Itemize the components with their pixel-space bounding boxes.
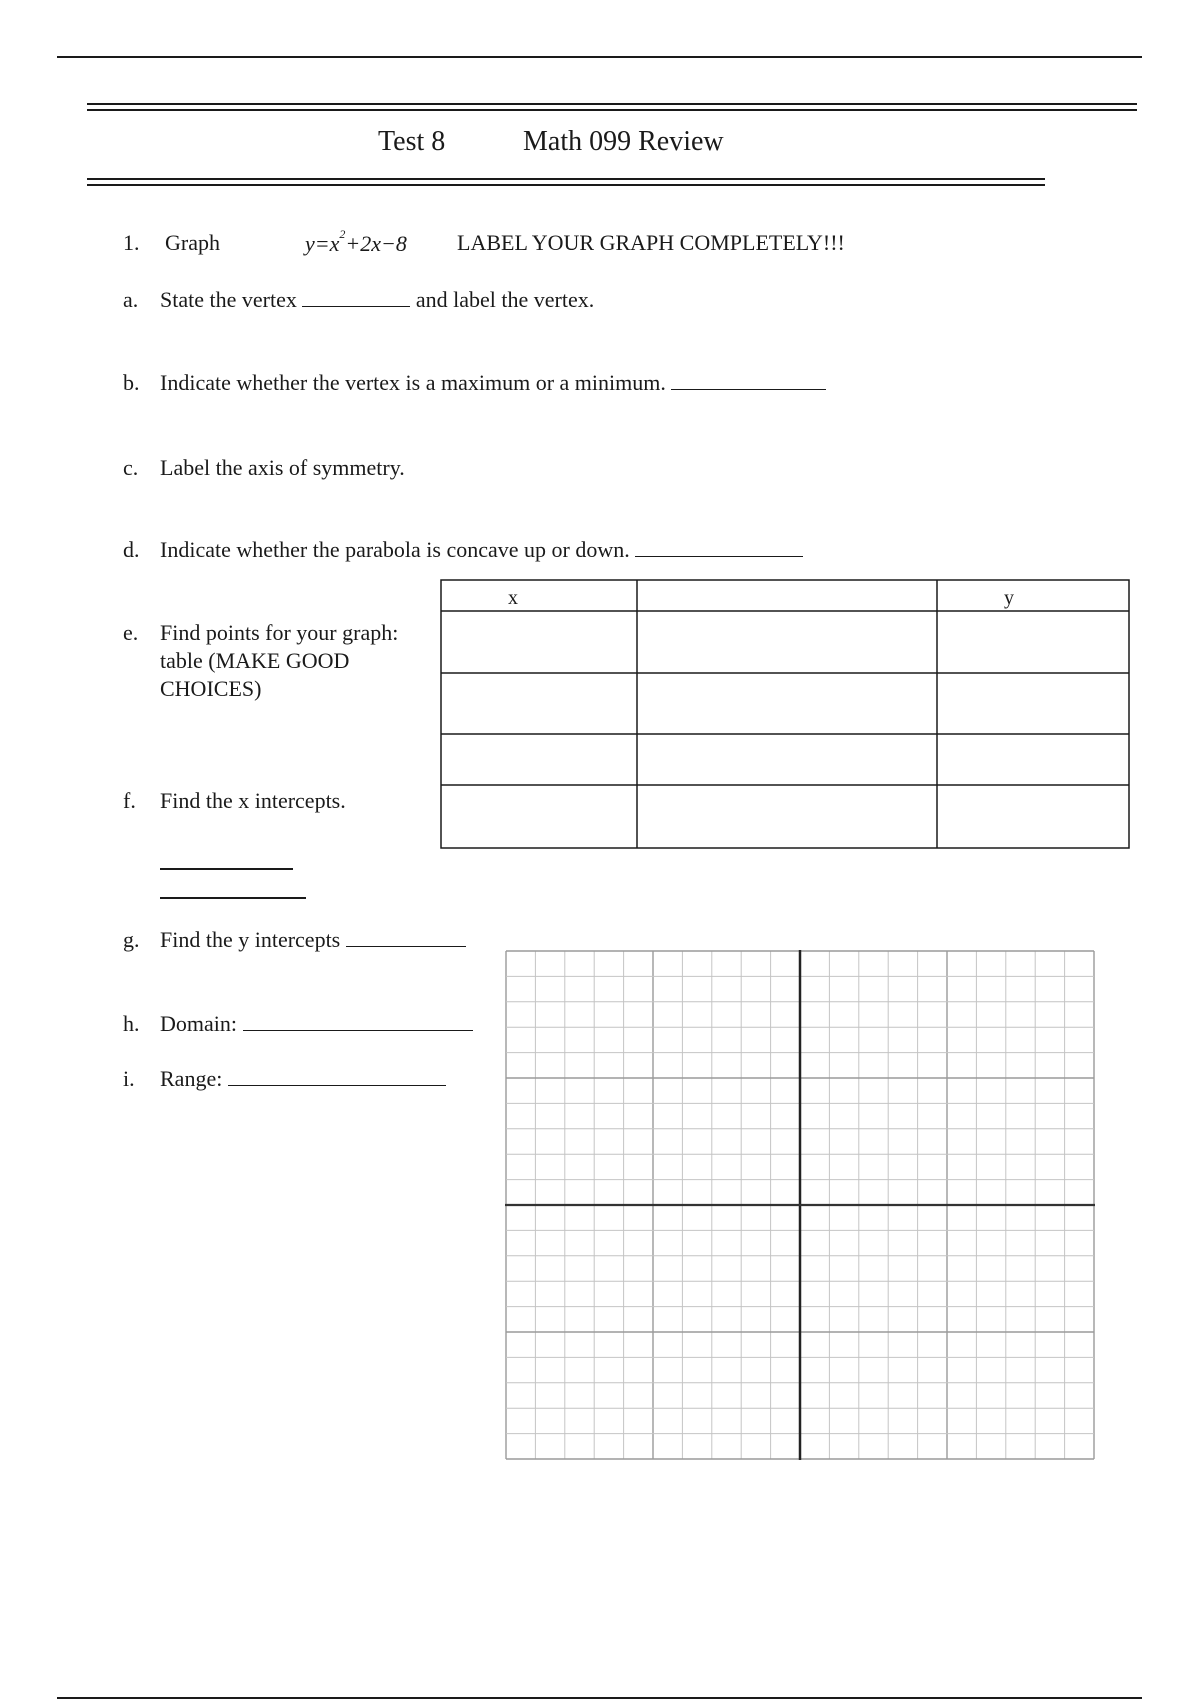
part-f-letter: f. bbox=[123, 788, 136, 813]
part-h-label: Domain: bbox=[160, 1011, 237, 1036]
part-d-letter: d. bbox=[123, 537, 140, 562]
course-title: Math 099 Review bbox=[523, 126, 724, 157]
part-h-text bbox=[160, 1010, 473, 1038]
part-i-text bbox=[160, 1065, 446, 1093]
equation-lhs: y=x bbox=[305, 231, 340, 256]
question-equation bbox=[305, 227, 407, 257]
part-b-text bbox=[160, 369, 826, 397]
part-g-letter: g. bbox=[123, 927, 140, 952]
part-b-question: Indicate whether the vertex is a maximum or a minimum. bbox=[160, 370, 666, 395]
part-a-text bbox=[160, 286, 594, 314]
part-f-text: Find the x intercepts. bbox=[160, 788, 346, 813]
part-i-label: Range: bbox=[160, 1066, 223, 1091]
max-min-answer-blank[interactable] bbox=[671, 369, 826, 390]
x-intercept-blank-1[interactable] bbox=[160, 868, 293, 870]
table-header-y: y bbox=[1004, 587, 1014, 609]
top-rule bbox=[57, 56, 1142, 58]
header-double-rule-top-1 bbox=[87, 103, 1137, 105]
header-double-rule-bottom-1 bbox=[87, 178, 1045, 180]
part-c-text: Label the axis of symmetry. bbox=[160, 455, 405, 480]
graph-paper[interactable] bbox=[505, 950, 1095, 1460]
vertex-answer-blank[interactable] bbox=[302, 286, 410, 307]
part-d-text bbox=[160, 536, 803, 564]
question-instruction: LABEL YOUR GRAPH COMPLETELY!!! bbox=[457, 230, 845, 255]
part-a-text-before: State the vertex bbox=[160, 287, 297, 312]
domain-answer-blank[interactable] bbox=[243, 1010, 473, 1031]
question-verb: Graph bbox=[165, 230, 220, 255]
equation-rest: +2x−8 bbox=[345, 231, 407, 256]
header-double-rule-top-2 bbox=[87, 109, 1137, 111]
bottom-rule bbox=[57, 1697, 1142, 1699]
equation-exponent: 2 bbox=[339, 227, 346, 241]
y-intercept-answer-blank[interactable] bbox=[346, 926, 466, 947]
part-a-text-after: and label the vertex. bbox=[415, 287, 595, 312]
points-table bbox=[440, 579, 1132, 851]
part-g-text bbox=[160, 926, 466, 954]
concavity-answer-blank[interactable] bbox=[635, 536, 803, 557]
part-e-text: Find points for your graph: table (MAKE GOOD CHOICES) bbox=[160, 620, 399, 701]
range-answer-blank[interactable] bbox=[228, 1065, 446, 1086]
part-c-letter: c. bbox=[123, 455, 139, 480]
header-double-rule-bottom-2 bbox=[87, 184, 1045, 186]
test-label: Test 8 bbox=[378, 126, 446, 157]
part-e-letter: e. bbox=[123, 620, 139, 645]
part-a-letter: a. bbox=[123, 287, 139, 312]
question-number: 1. bbox=[123, 230, 140, 255]
x-intercept-blank-2[interactable] bbox=[160, 897, 306, 899]
part-g-question: Find the y intercepts bbox=[160, 927, 341, 952]
part-h-letter: h. bbox=[123, 1011, 140, 1036]
part-b-letter: b. bbox=[123, 370, 140, 395]
part-i-letter: i. bbox=[123, 1066, 135, 1091]
table-border bbox=[441, 580, 1129, 848]
table-header-x: x bbox=[508, 587, 518, 609]
part-d-question: Indicate whether the parabola is concave up or down. bbox=[160, 537, 630, 562]
